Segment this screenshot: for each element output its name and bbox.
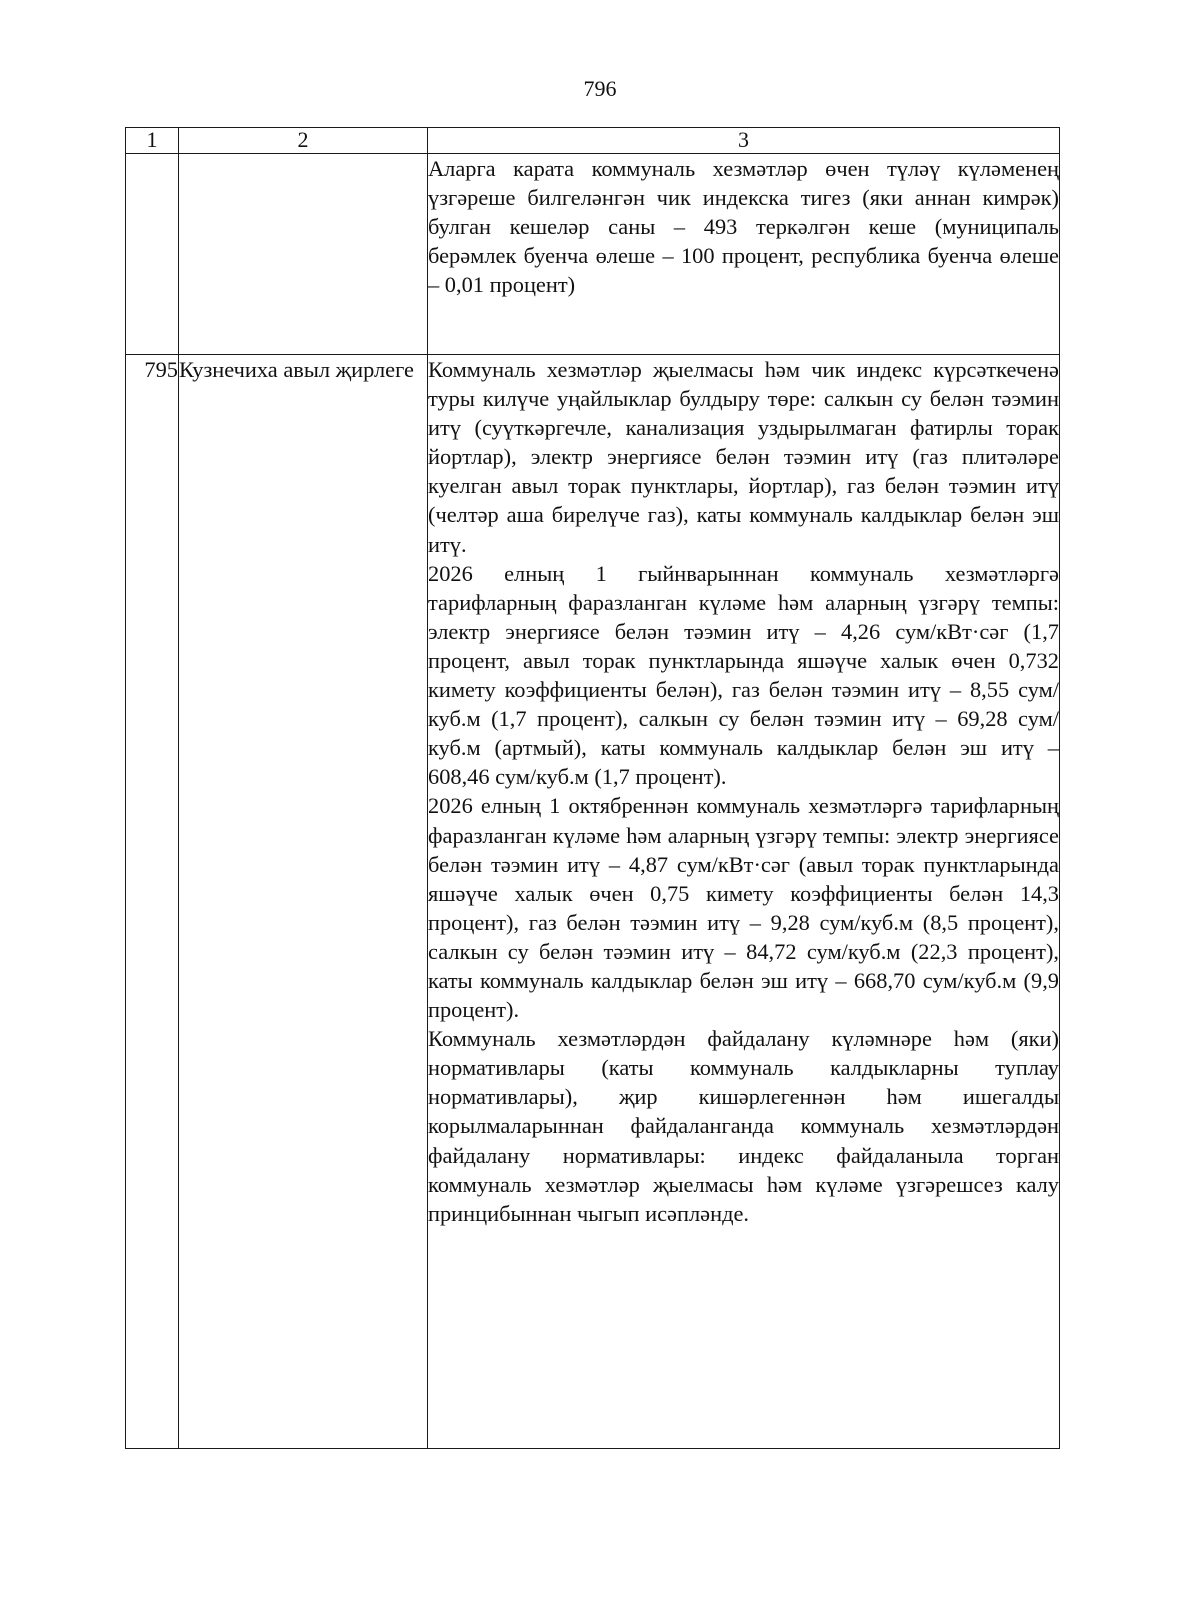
description-paragraph: 2026 елның 1 октябреннән коммуналь хезмәтләргә тарифларның фаразланган күләме һәм аларның үзгәрү темпы: электр энергиясе белән тәэмин итү – 4,87 сум/кВт·сәг (авыл торак пунктларында яшәүче халык өчен 0,75 кимету коэффициенты белән 14,3 процент), газ белән тәэмин итү – 9,28 сум/куб.м (8,5 процент), салкын су белән тәэмин итү – 84,72 сум/куб.м (22,3 процент), каты коммуналь калдыклар белән эш итү – 668,70 сум/куб.м (9,9 процент). [428, 793, 1059, 1023]
column-header-3: 3 [428, 128, 1060, 154]
table-header-row [126, 128, 1060, 154]
column-header-2: 2 [179, 128, 428, 154]
page-number: 796 [583, 76, 617, 101]
table-row [126, 154, 1060, 355]
settlement-name [179, 154, 428, 355]
column-header-1: 1 [126, 128, 179, 154]
row-description [428, 355, 1060, 1449]
row-number [126, 154, 179, 355]
settlement-name: Кузнечиха авыл җирлеге [179, 355, 428, 1449]
description-paragraph: Коммуналь хезмәтләр җыелмасы һәм чик индекс күрсәткеченә туры килүче уңайлыклар булдыру төре: салкын су белән тәэмин итү (суүткәргечле, канализация уздырылмаган фатирлы торак йортлар), электр энергиясе белән тәэмин итү (газ плитәләре куелган авыл торак пунктлары, йортлар), газ белән тәэмин итү (челтәр аша бирелүче газ), каты коммуналь калдыклар белән эш итү. [428, 357, 1059, 557]
description-paragraph: Коммуналь хезмәтләрдән файдалану күләмнәре һәм (яки) нормативлары (каты коммуналь калдыкларны туплау нормативлары), җир кишәрлегеннән һәм ишегалды корылмаларыннан файдаланганда коммуналь хезмәтләрдән файдалану нормативлары: индекс файдаланыла торган коммуналь хезмәтләр җыелмасы һәм күләме үзгәрешсез калу принцибыннан чыгып исәпләнде. [428, 1026, 1059, 1226]
description-paragraph: Аларга карата коммуналь хезмәтләр өчен түләү күләменең үзгәреше билгеләнгән чик индекска тигез (яки аннан кимрәк) булган кешеләр саны – 493 теркәлгән кеше (муниципаль берәмлек буенча өлеше – 100 процент, республика буенча өлеше – 0,01 процент) [428, 156, 1059, 298]
document-table [125, 127, 1060, 1449]
table-row [126, 355, 1060, 1449]
row-number: 795 [126, 355, 179, 1449]
row-description [428, 154, 1060, 355]
description-paragraph: 2026 елның 1 гыйнварыннан коммуналь хезмәтләргә тарифларның фаразланган күләме һәм аларның үзгәрү темпы: электр энергиясе белән тәэмин итү – 4,26 сум/кВт·сәг (1,7 процент, авыл торак пунктларында яшәүче халык өчен 0,732 кимету коэффициенты белән), газ белән тәэмин итү – 8,55 сум/куб.м (1,7 процент), салкын су белән тәэмин итү – 69,28 сум/куб.м (артмый), каты коммуналь калдыклар белән эш итү – 608,46 сум/куб.м (1,7 процент). [428, 560, 1059, 790]
